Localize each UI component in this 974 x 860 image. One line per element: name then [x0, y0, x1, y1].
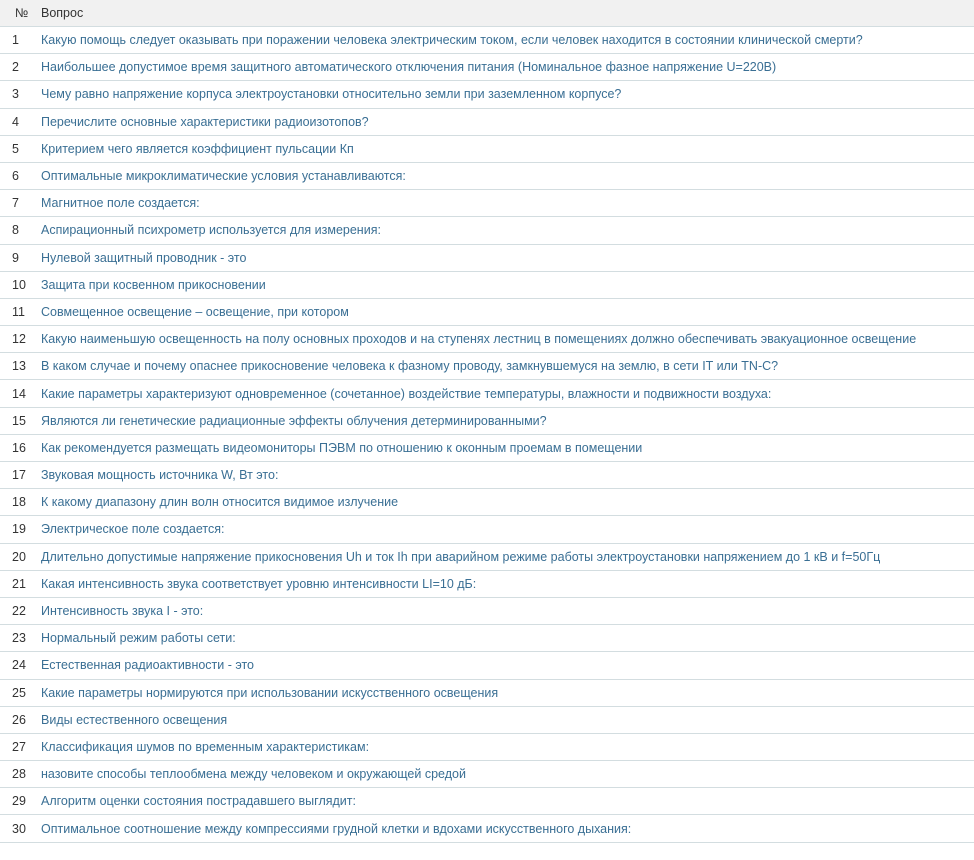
question-number: 12: [0, 326, 41, 353]
table-row: [0, 217, 974, 244]
question-number: 15: [0, 407, 41, 434]
question-cell: [41, 625, 974, 652]
table-row: [0, 489, 974, 516]
table-row: [0, 54, 974, 81]
question-cell: [41, 380, 974, 407]
question-cell: [41, 135, 974, 162]
question-cell: [41, 788, 974, 815]
question-cell: [41, 162, 974, 189]
question-link[interactable]: Являются ли генетические радиационные эффекты облучения детерминированными?: [41, 413, 547, 428]
question-cell: [41, 298, 974, 325]
question-link[interactable]: Аспирационный психрометр используется для измерения:: [41, 223, 381, 238]
question-cell: [41, 27, 974, 54]
question-link[interactable]: Критерием чего является коэффициент пульсации Кп: [41, 141, 354, 156]
question-cell: [41, 570, 974, 597]
question-link[interactable]: Виды естественного освещения: [41, 712, 228, 727]
question-link[interactable]: назовите способы теплообмена между человеком и окружающей средой: [41, 767, 466, 782]
table-row: [0, 652, 974, 679]
table-row: [0, 326, 974, 353]
question-cell: [41, 815, 974, 842]
question-number: 18: [0, 489, 41, 516]
table-row: [0, 353, 974, 380]
question-number: 26: [0, 706, 41, 733]
question-link[interactable]: К какому диапазону длин волн относится видимое излучение: [41, 495, 399, 510]
question-cell: [41, 353, 974, 380]
table-row: [0, 380, 974, 407]
question-link[interactable]: Оптимальные микроклиматические условия устанавливаются:: [41, 169, 406, 184]
question-number: 19: [0, 516, 41, 543]
question-number: 3: [0, 81, 41, 108]
table-row: [0, 706, 974, 733]
question-cell: [41, 326, 974, 353]
question-number: 21: [0, 570, 41, 597]
question-number: 14: [0, 380, 41, 407]
table-row: [0, 162, 974, 189]
question-link[interactable]: Какую наименьшую освещенность на полу основных проходов и на ступенях лестниц в помещениях должно обеспечивать эвакуационное освещение: [41, 332, 917, 347]
header-row: [0, 0, 974, 27]
table-row: [0, 625, 974, 652]
question-link[interactable]: Совмещенное освещение – освещение, при котором: [41, 304, 349, 319]
question-cell: [41, 244, 974, 271]
question-link[interactable]: Чему равно напряжение корпуса электроустановки относительно земли при заземленном корпусе?: [41, 87, 622, 102]
question-number: 9: [0, 244, 41, 271]
question-cell: [41, 108, 974, 135]
question-link[interactable]: Нулевой защитный проводник - это: [41, 250, 247, 265]
question-cell: [41, 761, 974, 788]
table-row: [0, 733, 974, 760]
table-row: [0, 570, 974, 597]
question-number: 2: [0, 54, 41, 81]
table-row: [0, 815, 974, 842]
question-number: 11: [0, 298, 41, 325]
question-number: 7: [0, 190, 41, 217]
question-number: 4: [0, 108, 41, 135]
question-number: 13: [0, 353, 41, 380]
question-number: 16: [0, 434, 41, 461]
question-link[interactable]: Электрическое поле создается:: [41, 522, 225, 537]
question-link[interactable]: Какую помощь следует оказывать при поражении человека электрическим током, если человек находится в состоянии клинической смерти?: [41, 33, 863, 48]
question-link[interactable]: Какие параметры нормируются при использовании искусственного освещения: [41, 685, 499, 700]
table-row: [0, 788, 974, 815]
table-row: [0, 597, 974, 624]
question-link[interactable]: Защита при косвенном прикосновении: [41, 277, 266, 292]
question-link[interactable]: Магнитное поле создается:: [41, 196, 200, 211]
question-number: 20: [0, 543, 41, 570]
table-header: [0, 0, 974, 27]
question-link[interactable]: Оптимальное соотношение между компрессиями грудной клетки и вдохами искусственного дыхания:: [41, 821, 632, 836]
question-cell: [41, 54, 974, 81]
header-number: №: [0, 0, 41, 27]
question-link[interactable]: Нормальный режим работы сети:: [41, 631, 236, 646]
question-link[interactable]: Звуковая мощность источника W, Вт это:: [41, 468, 279, 483]
question-link[interactable]: Перечислите основные характеристики радиоизотопов?: [41, 114, 369, 129]
question-number: 5: [0, 135, 41, 162]
table-row: [0, 81, 974, 108]
question-link[interactable]: Естественная радиоактивности - это: [41, 658, 255, 673]
table-row: [0, 434, 974, 461]
table-row: [0, 108, 974, 135]
question-number: 30: [0, 815, 41, 842]
question-cell: [41, 516, 974, 543]
table-row: [0, 244, 974, 271]
question-number: 24: [0, 652, 41, 679]
question-number: 27: [0, 733, 41, 760]
table-row: [0, 761, 974, 788]
question-cell: [41, 462, 974, 489]
question-number: 10: [0, 271, 41, 298]
question-cell: [41, 597, 974, 624]
question-link[interactable]: Как рекомендуется размещать видеомониторы ПЭВМ по отношению к оконным проемам в помещении: [41, 440, 643, 455]
question-cell: [41, 733, 974, 760]
table-body: [0, 27, 974, 843]
question-cell: [41, 679, 974, 706]
question-link[interactable]: Наибольшее допустимое время защитного автоматического отключения питания (Номинальное фазное напряжение U=220В): [41, 60, 777, 75]
table-row: [0, 516, 974, 543]
question-cell: [41, 217, 974, 244]
question-number: 17: [0, 462, 41, 489]
question-cell: [41, 271, 974, 298]
table-row: [0, 679, 974, 706]
table-row: [0, 271, 974, 298]
question-cell: [41, 652, 974, 679]
table-row: [0, 135, 974, 162]
question-link[interactable]: В каком случае и почему опаснее прикосновение человека к фазному проводу, замкнувшемуся на землю, в сети IT или TN-C?: [41, 359, 779, 374]
question-cell: [41, 434, 974, 461]
question-number: 8: [0, 217, 41, 244]
question-cell: [41, 190, 974, 217]
table-row: [0, 190, 974, 217]
question-number: 23: [0, 625, 41, 652]
question-link[interactable]: Алгоритм оценки состояния пострадавшего выглядит:: [41, 794, 356, 809]
question-number: 1: [0, 27, 41, 54]
table-row: [0, 407, 974, 434]
question-number: 6: [0, 162, 41, 189]
table-row: [0, 27, 974, 54]
question-number: 28: [0, 761, 41, 788]
question-link[interactable]: Какая интенсивность звука соответствует уровню интенсивности LI=10 дБ:: [41, 576, 477, 591]
table-row: [0, 462, 974, 489]
table-row: [0, 298, 974, 325]
question-link[interactable]: Классификация шумов по временным характеристикам:: [41, 739, 370, 754]
question-cell: [41, 489, 974, 516]
header-question: Вопрос: [41, 0, 974, 27]
question-link[interactable]: Какие параметры характеризуют одновременное (сочетанное) воздействие температуры, влажности и подвижности воздуха:: [41, 386, 772, 401]
question-cell: [41, 706, 974, 733]
question-cell: [41, 81, 974, 108]
question-cell: [41, 407, 974, 434]
question-link[interactable]: Интенсивность звука I - это:: [41, 604, 204, 619]
table-row: [0, 543, 974, 570]
question-cell: [41, 543, 974, 570]
question-number: 22: [0, 597, 41, 624]
question-number: 29: [0, 788, 41, 815]
question-number: 25: [0, 679, 41, 706]
question-link[interactable]: Длительно допустимые напряжение прикосновения Uh и ток Ih при аварийном режиме работы электроустановки напряжением до 1 кВ и f=50Гц: [41, 549, 881, 564]
